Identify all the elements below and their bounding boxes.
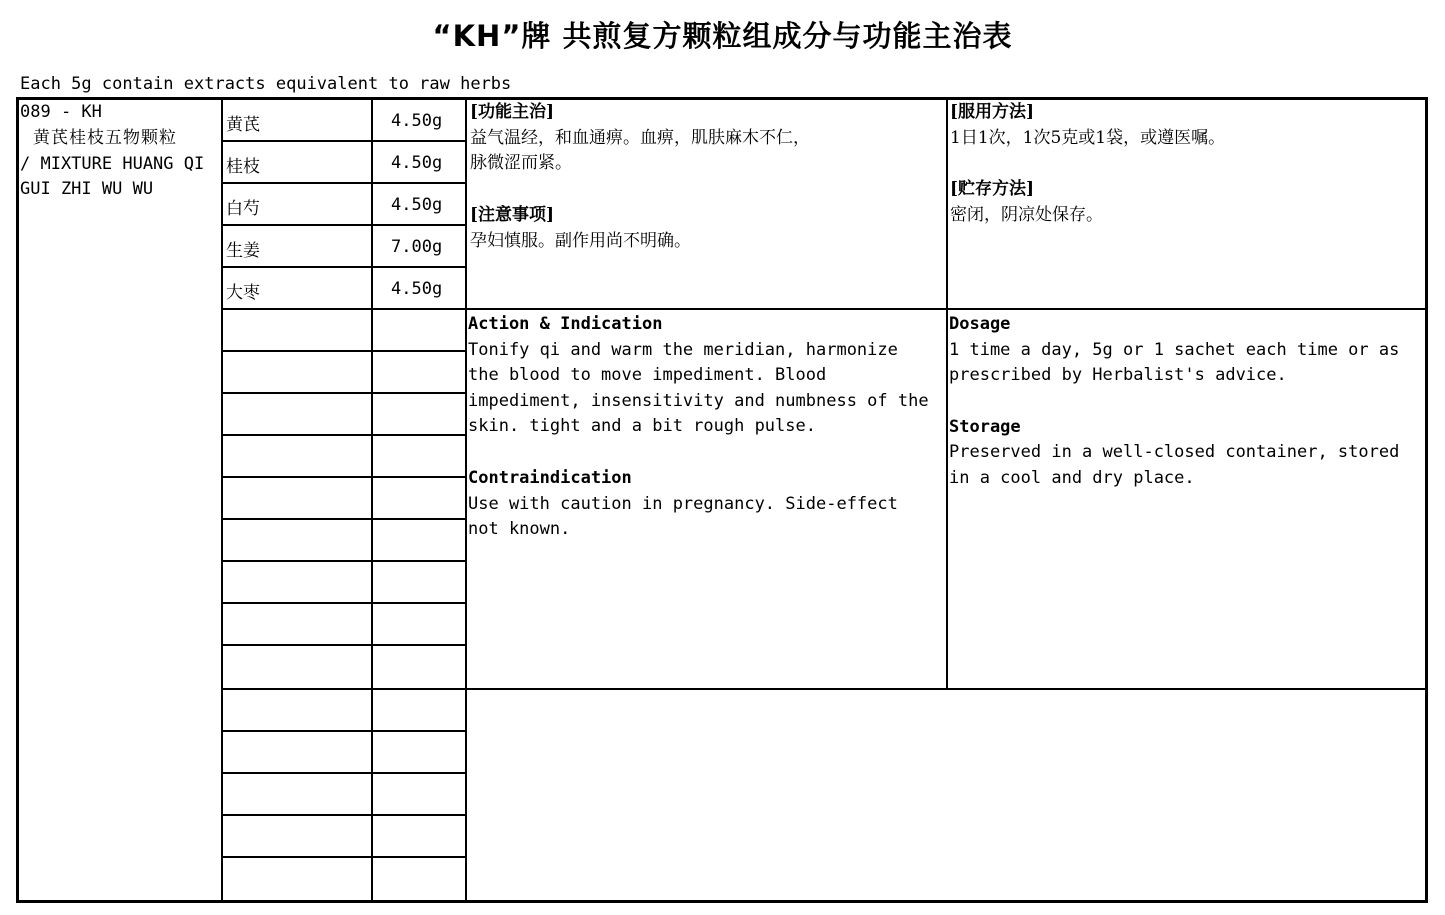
row-divider	[221, 476, 467, 478]
herb-name: 生姜	[226, 241, 260, 261]
usage-text-cn: 1日1次，1次5克或1袋，或遵医嘱。	[950, 128, 1226, 148]
page-title: “KH”牌 共煎复方颗粒组成分与功能主治表	[432, 19, 1013, 53]
formula-table	[16, 97, 1428, 903]
row-divider	[221, 350, 467, 352]
contraindication-heading: Contraindication	[468, 468, 632, 488]
row-divider	[221, 560, 467, 562]
subtitle: Each 5g contain extracts equivalent to raw herbs	[20, 74, 512, 94]
dosage-heading: Dosage	[949, 314, 1011, 334]
row-divider	[221, 266, 467, 268]
row-divider	[221, 772, 467, 774]
action-text: Tonify qi and warm the meridian, harmonize	[468, 340, 898, 360]
action-text: impediment, insensitivity and numbness of the	[468, 391, 929, 411]
storage-text-cn: 密闭，阴凉处保存。	[950, 205, 1103, 225]
herb-name: 白芍	[226, 199, 260, 219]
row-divider	[221, 140, 467, 142]
dosage-text: 1 time a day, 5g or 1 sachet each time or as	[949, 340, 1400, 360]
product-code: 089 - KH	[20, 102, 102, 122]
usage-heading-cn: [服用方法]	[950, 102, 1035, 122]
contraindication-text: not known.	[468, 519, 571, 539]
storage-heading: Storage	[949, 417, 1021, 437]
caution-heading-cn: [注意事项]	[470, 205, 555, 225]
herb-name: 黄芪	[226, 115, 260, 135]
herb-dose: 4.50g	[391, 195, 443, 215]
row-divider	[221, 856, 467, 858]
storage-heading-cn: [贮存方法]	[950, 179, 1035, 199]
function-heading-cn: [功能主治]	[470, 102, 555, 122]
storage-text: Preserved in a well-closed container, stored	[949, 442, 1400, 462]
herb-name: 桂枝	[226, 157, 260, 177]
product-name-cn: 黄芪桂枝五物颗粒	[33, 128, 177, 148]
action-heading: Action & Indication	[468, 314, 663, 334]
herb-dose: 4.50g	[391, 153, 443, 173]
column-divider	[221, 100, 223, 900]
row-divider	[221, 224, 467, 226]
herb-name: 大枣	[226, 283, 260, 303]
herb-dose: 4.50g	[391, 279, 443, 299]
product-name-en: / MIXTURE HUANG QI	[20, 154, 205, 174]
column-divider	[371, 100, 373, 900]
herb-dose: 7.00g	[391, 237, 443, 257]
function-text-cn: 益气温经，和血通痹。血痹，肌肤麻木不仁，	[470, 128, 810, 148]
column-divider	[465, 100, 467, 900]
storage-text: in a cool and dry place.	[949, 468, 1195, 488]
row-divider	[221, 518, 467, 520]
row-divider	[221, 688, 1425, 690]
dosage-text: prescribed by Herbalist's advice.	[949, 365, 1287, 385]
row-divider	[221, 182, 467, 184]
action-text: the blood to move impediment. Blood	[468, 365, 827, 385]
row-divider	[221, 434, 467, 436]
herb-dose: 4.50g	[391, 111, 443, 131]
row-divider	[221, 602, 467, 604]
caution-text-cn: 孕妇慎服。副作用尚不明确。	[470, 231, 691, 251]
action-text: skin. tight and a bit rough pulse.	[468, 416, 816, 436]
row-divider	[221, 308, 1425, 310]
product-name-en: GUI ZHI WU WU	[20, 179, 154, 199]
contraindication-text: Use with caution in pregnancy. Side-effect	[468, 494, 898, 514]
column-divider	[946, 100, 948, 690]
row-divider	[221, 814, 467, 816]
row-divider	[221, 730, 467, 732]
row-divider	[221, 644, 467, 646]
row-divider	[221, 392, 467, 394]
function-text-cn: 脉微涩而紧。	[470, 153, 572, 173]
